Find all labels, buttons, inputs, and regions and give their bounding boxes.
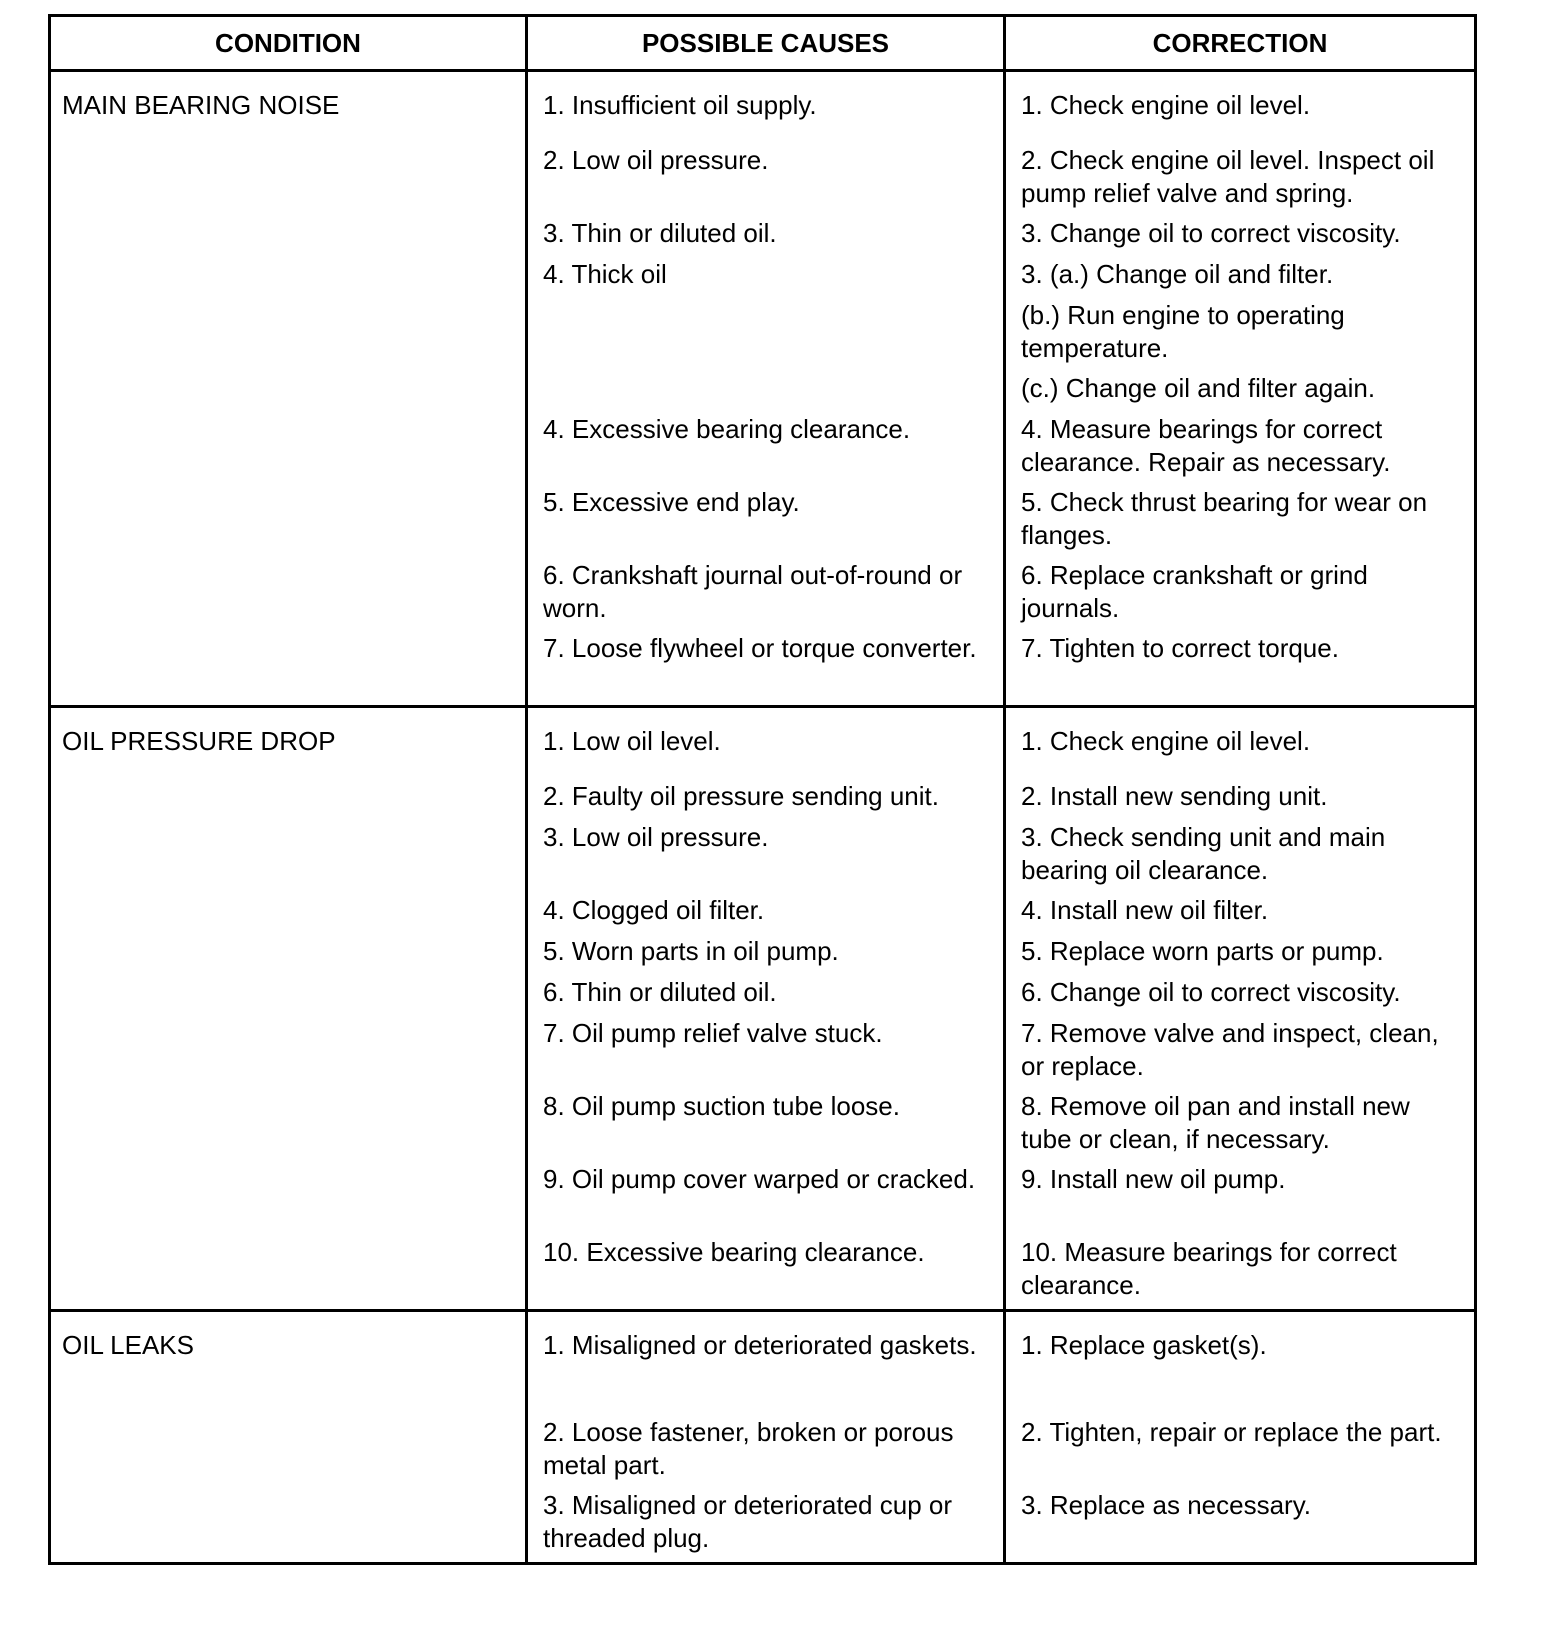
correction-item: 4. Install new oil filter. bbox=[1021, 895, 1269, 925]
cause-item: 1. Low oil level. bbox=[543, 726, 721, 756]
correction-item: 2. Check engine oil level. Inspect oil pump relief valve and spring. bbox=[1021, 145, 1435, 208]
cause-item: 4. Clogged oil filter. bbox=[543, 895, 765, 925]
correction-item: 6. Replace crankshaft or grind journals. bbox=[1021, 560, 1368, 623]
cause-item: 10. Excessive bearing clearance. bbox=[543, 1237, 925, 1267]
table-body bbox=[50, 71, 1476, 1564]
correction-item: 10. Measure bearings for correct clearance. bbox=[1021, 1237, 1397, 1300]
causes-cell bbox=[527, 707, 1005, 1311]
correction-item: 5. Check thrust bearing for wear on flanges. bbox=[1021, 487, 1428, 550]
cause-item: 6. Crankshaft journal out-of-round or worn. bbox=[543, 560, 963, 623]
cause-item: 6. Thin or diluted oil. bbox=[543, 977, 777, 1007]
cause-item: 9. Oil pump cover warped or cracked. bbox=[543, 1164, 976, 1194]
header-condition: CONDITION bbox=[50, 16, 527, 71]
cause-item: 1. Insufficient oil supply. bbox=[543, 90, 817, 120]
correction-item: 3. (a.) Change oil and filter. bbox=[1021, 259, 1334, 289]
correction-item: 8. Remove oil pan and install new tube or clean, if necessary. bbox=[1021, 1091, 1410, 1154]
table-row bbox=[50, 71, 1476, 707]
correction-item: 7. Tighten to correct torque. bbox=[1021, 633, 1339, 663]
header-row bbox=[50, 16, 1476, 71]
causes-cell bbox=[527, 1311, 1005, 1564]
correction-item: 1. Replace gasket(s). bbox=[1021, 1330, 1267, 1360]
cause-item: 3. Misaligned or deteriorated cup or threaded plug. bbox=[543, 1490, 953, 1553]
condition-cell: MAIN BEARING NOISE bbox=[50, 71, 527, 707]
correction-item: 7. Remove valve and inspect, clean, or replace. bbox=[1021, 1018, 1439, 1081]
cause-item: 2. Faulty oil pressure sending unit. bbox=[543, 781, 939, 811]
cause-item: 7. Oil pump relief valve stuck. bbox=[543, 1018, 883, 1048]
causes-cell bbox=[527, 71, 1005, 707]
correction-item: 1. Check engine oil level. bbox=[1021, 90, 1311, 120]
correction-item: 5. Replace worn parts or pump. bbox=[1021, 936, 1384, 966]
cause-item: 7. Loose flywheel or torque converter. bbox=[543, 633, 977, 663]
cause-item bbox=[528, 372, 1003, 413]
condition-cell: OIL LEAKS bbox=[50, 1311, 527, 1564]
correction-cell bbox=[1005, 707, 1476, 1311]
cause-item: 5. Excessive end play. bbox=[543, 487, 800, 517]
cause-item: 2. Low oil pressure. bbox=[543, 145, 769, 175]
cause-item bbox=[528, 299, 1003, 372]
table-row bbox=[50, 1311, 1476, 1564]
correction-item: (c.) Change oil and filter again. bbox=[1021, 373, 1376, 403]
correction-item: 1. Check engine oil level. bbox=[1021, 726, 1311, 756]
cause-item: 5. Worn parts in oil pump. bbox=[543, 936, 839, 966]
correction-item: 3. Check sending unit and main bearing oil clearance. bbox=[1021, 822, 1386, 885]
troubleshooting-table bbox=[48, 14, 1477, 1565]
cause-item: 2. Loose fastener, broken or porous metal part. bbox=[543, 1417, 954, 1480]
header-correction: CORRECTION bbox=[1005, 16, 1476, 71]
cause-item: 1. Misaligned or deteriorated gaskets. bbox=[543, 1330, 977, 1360]
correction-item: 6. Change oil to correct viscosity. bbox=[1021, 977, 1401, 1007]
cause-item: 8. Oil pump suction tube loose. bbox=[543, 1091, 900, 1121]
cause-item: 3. Thin or diluted oil. bbox=[543, 218, 777, 248]
correction-cell bbox=[1005, 1311, 1476, 1564]
correction-item: 3. Change oil to correct viscosity. bbox=[1021, 218, 1401, 248]
correction-item: (b.) Run engine to operating temperature. bbox=[1021, 300, 1345, 363]
cause-item: 4. Thick oil bbox=[543, 259, 667, 289]
header-possible-causes: POSSIBLE CAUSES bbox=[527, 16, 1005, 71]
correction-item: 9. Install new oil pump. bbox=[1021, 1164, 1286, 1194]
correction-item: 3. Replace as necessary. bbox=[1021, 1490, 1311, 1520]
table-row bbox=[50, 707, 1476, 1311]
condition-cell: OIL PRESSURE DROP bbox=[50, 707, 527, 1311]
cause-item: 3. Low oil pressure. bbox=[543, 822, 769, 852]
cause-item: 4. Excessive bearing clearance. bbox=[543, 414, 911, 444]
correction-cell bbox=[1005, 71, 1476, 707]
correction-item: 2. Tighten, repair or replace the part. bbox=[1021, 1417, 1442, 1447]
correction-item: 4. Measure bearings for correct clearance. Repair as necessary. bbox=[1021, 414, 1391, 477]
correction-item: 2. Install new sending unit. bbox=[1021, 781, 1328, 811]
